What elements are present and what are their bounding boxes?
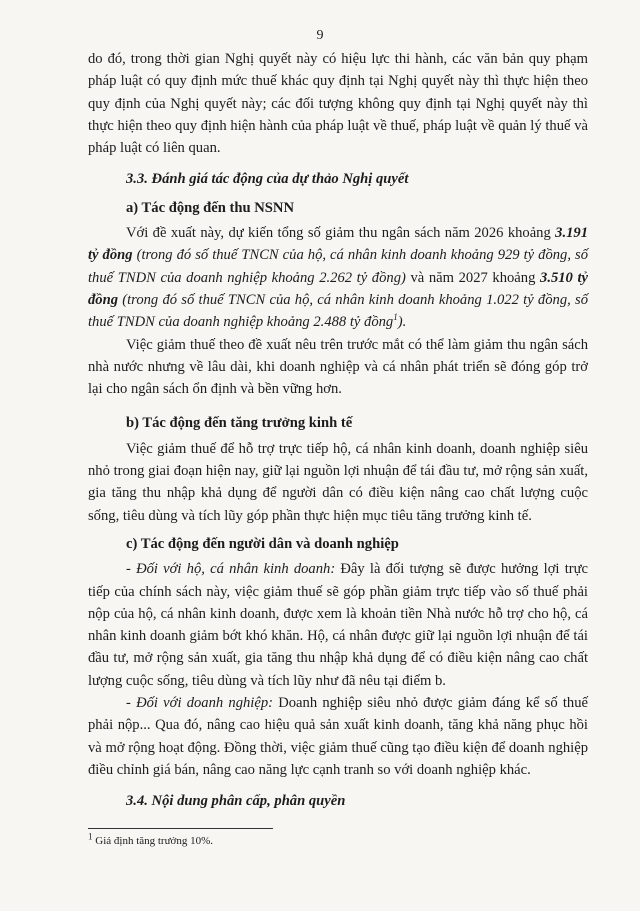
page-number: 9: [316, 28, 324, 43]
footnote-reference: 1: [393, 312, 398, 323]
section-3-3-heading: 3.3. Đánh giá tác động của dự thảo Nghị quyết: [126, 171, 409, 188]
section-3-4-heading: 3.4. Nội dung phân cấp, phân quyền: [126, 793, 346, 810]
budget-longterm-paragraph: Việc giảm thuế theo đề xuất nêu trên trước mắt có thể làm giảm thu ngân sách nhà nước nhưng về lâu dài, khi doanh nghiệp và cá nhân phát triển sẽ đóng góp trở lại cho ngân sách ổn định và bền vững hơn.: [88, 336, 588, 398]
subsection-b-heading: b) Tác động đến tăng trưởng kinh tế: [126, 415, 353, 432]
document-body: [88, 48, 588, 816]
household-impact-paragraph: - Đối với hộ, cá nhân kinh doanh: Đây là đối tượng sẽ được hưởng lợi trực tiếp của chính sách này, việc giảm thuế sẽ góp phần giảm trực tiếp vào số thuế phải nộp của hộ, cá nhân kinh doanh, được xem là khoản tiền Nhà nước hỗ trợ cho hộ, cá nhân kinh doanh giảm bớt khó khăn. Hộ, cá nhân được giữ lại nguồn lợi nhuận để tái đầu tư, mở rộng sản xuất, gia tăng thu nhập khả dụng để có điều kiện nâng cao chất lượng cuộc sống, tiêu dùng và tích lũy như đã nêu tại điểm b.: [88, 561, 588, 689]
amount-2027: 3.510 tỷ đồng: [88, 269, 589, 308]
enterprise-impact-paragraph: - Đối với doanh nghiệp: Doanh nghiệp siêu nhỏ được giảm đáng kể số thuế phải nộp... Qua đó, nâng cao hiệu quả sản xuất kinh doanh, tăng khả năng phục hồi và mở rộng hoạt động. Đồng thời, việc giảm thuế cũng tạo điều kiện để doanh nghiệp điều chỉnh giá bán, nâng cao năng lực cạnh tranh so với doanh nghiệp khác.: [88, 695, 588, 778]
budget-impact-paragraph: Với đề xuất này, dự kiến tổng số giảm thu ngân sách năm 2026 khoảng 3.191 tỷ đồng (trong đó số thuế TNCN của hộ, cá nhân kinh doanh khoảng 929 tỷ đồng, số thuế TNDN của doanh nghiệp khoảng 2.262 tỷ đồng) và năm 2027 khoảng 3.510 tỷ đồng (trong đó số thuế TNCN của hộ, cá nhân kinh doanh khoảng 1.022 tỷ đồng, số thuế TNDN của doanh nghiệp khoảng 2.488 tỷ đồng$^1$).: [88, 225, 589, 331]
growth-impact-paragraph: Việc giảm thuế để hỗ trợ trực tiếp hộ, cá nhân kinh doanh, doanh nghiệp siêu nhỏ trong giai đoạn hiện nay, giữ lại nguồn lợi nhuận để tái đầu tư, mở rộng sản xuất, gia tăng thu nhập khả dụng để người dân có điều kiện nâng cao chất lượng cuộc sống, tiêu dùng và tích lũy góp phần thực hiện mục tiêu tăng trưởng kinh tế.: [88, 440, 588, 524]
subsection-c-heading: c) Tác động đến người dân và doanh nghiệp: [126, 535, 399, 552]
intro-paragraph: do đó, trong thời gian Nghị quyết này có hiệu lực thi hành, các văn bản quy phạm pháp luật có quy định mức thuế khác quy định tại Nghị quyết này thì thực hiện theo quy định của Nghị quyết này; các đối tượng không quy định tại Nghị quyết này thì thực hiện theo quy định hiện hành của pháp luật về thuế, pháp luật về quản lý thuế và pháp luật có liên quan.: [88, 51, 588, 157]
amount-2026: 3.191 tỷ đồng: [88, 225, 588, 264]
footnote-divider: [88, 828, 273, 829]
footnote: $^1$ Giả định tăng trưởng 10%.: [88, 831, 214, 847]
subsection-a-heading: a) Tác động đến thu NSNN: [126, 199, 295, 216]
